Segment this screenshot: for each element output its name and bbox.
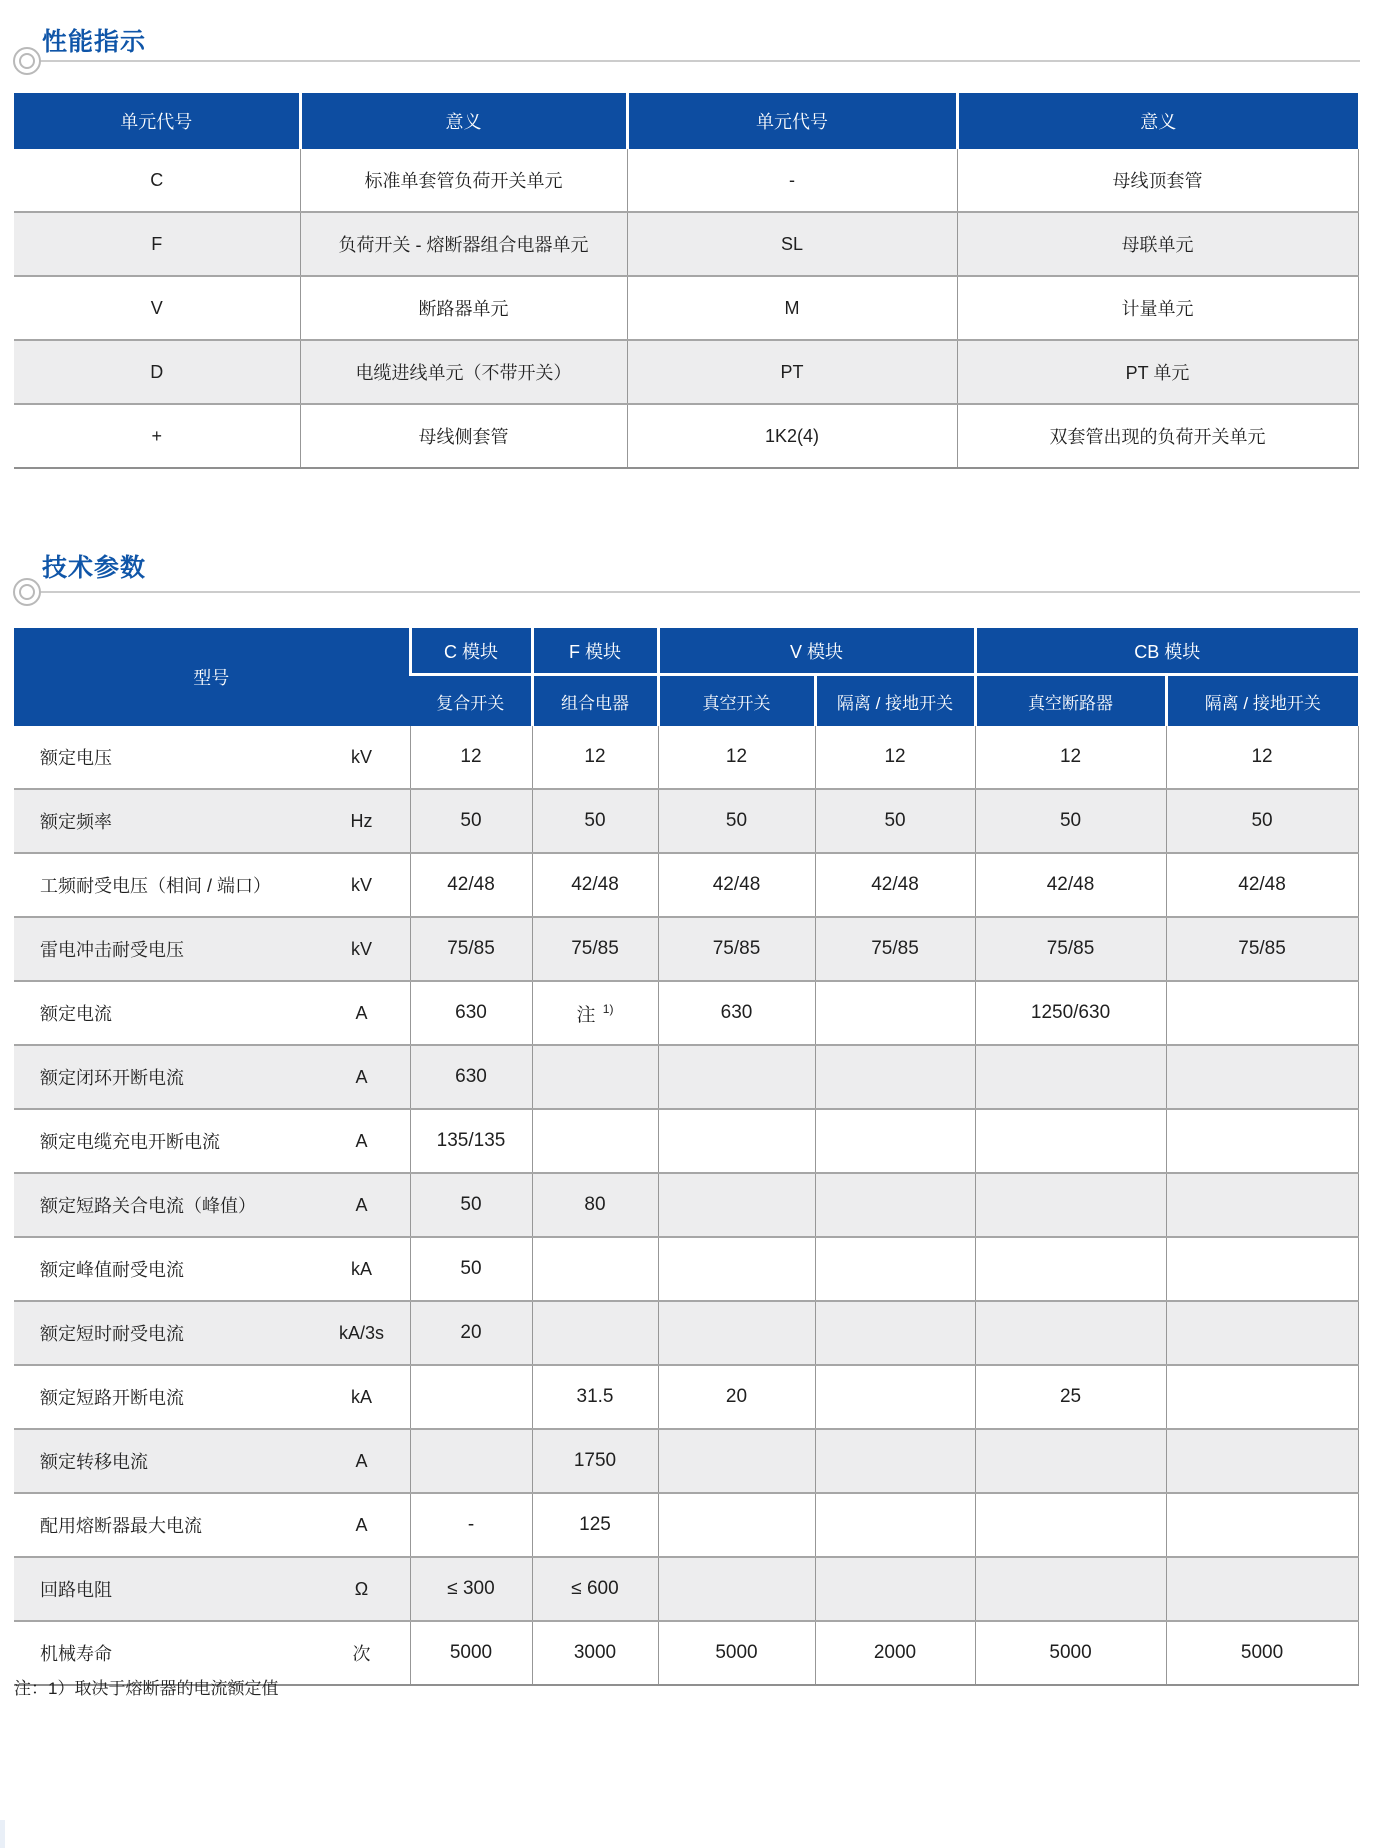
value-cell: 12 [532,726,658,789]
parameters-table-head [14,628,1358,726]
value-cell: 注 $^{1)}$ [532,981,658,1045]
value-cell: 20 [410,1301,532,1365]
value-cell [658,1557,815,1621]
value-cell [975,1173,1166,1237]
value-cell: 630 [410,981,532,1045]
ring-icon [13,47,41,75]
parameter-unit: kA [350,1386,372,1407]
value-cell: 31.5 [532,1365,658,1429]
parameters-section-title: 技术参数 [42,554,147,582]
table-row [14,212,1358,276]
parameter-cell [14,1557,410,1621]
model-header: 型号 [14,628,410,726]
section-rule [30,591,1360,593]
parameter-row [14,981,1358,1045]
value-cell: 5000 [1166,1621,1358,1685]
parameter-name: 配用熔断器最大电流 [40,1516,202,1536]
value-cell: 75/85 [815,917,975,981]
meaning-cell: 标准单套管负荷开关单元 [300,149,627,212]
value-cell: 5000 [975,1621,1166,1685]
parameter-wrap [14,1128,410,1154]
value-cell [975,1493,1166,1557]
table-row [14,149,1358,212]
value-cell [658,1237,815,1301]
value-cell: 630 [658,981,815,1045]
parameter-name: 额定短时耐受电流 [40,1324,184,1344]
parameter-name: 机械寿命 [40,1644,112,1664]
technical-parameters-table [14,628,1359,1686]
table-row [14,340,1358,404]
value-cell [815,1429,975,1493]
value-cell: 75/85 [975,917,1166,981]
submodule-header: 组合电器 [532,675,658,727]
unit-code-cell: PT [627,340,957,404]
submodule-header: 复合开关 [410,675,532,727]
column-header: 意义 [957,93,1358,149]
parameter-name: 额定峰值耐受电流 [40,1260,184,1280]
parameter-wrap [14,1448,410,1474]
parameter-unit: kV [350,746,372,767]
parameter-unit: kV [350,874,372,895]
parameter-wrap [14,936,410,962]
value-cell [658,1045,815,1109]
value-cell: 12 [410,726,532,789]
parameter-unit: Ω [354,1578,369,1599]
value-cell: 12 [815,726,975,789]
value-cell [1166,1237,1358,1301]
module-header-row [14,628,1358,675]
value-cell: 50 [658,789,815,853]
parameter-cell [14,1045,410,1109]
value-cell [532,1045,658,1109]
parameter-wrap [14,1384,410,1410]
parameter-row [14,917,1358,981]
parameter-row [14,1237,1358,1301]
parameter-cell [14,1173,410,1237]
value-cell: 42/48 [815,853,975,917]
value-cell [815,1109,975,1173]
value-cell [815,1045,975,1109]
parameter-unit: A [355,1002,368,1023]
parameter-row [14,726,1358,789]
module-group-header: CB 模块 [975,628,1358,675]
module-group-header: F 模块 [532,628,658,675]
value-cell [975,1045,1166,1109]
parameter-cell [14,726,410,789]
value-cell [1166,1557,1358,1621]
unit-code-cell: - [627,149,957,212]
value-cell [815,981,975,1045]
value-cell: 12 [1166,726,1358,789]
value-cell [658,1301,815,1365]
value-cell [1166,1109,1358,1173]
parameter-wrap [14,1000,410,1026]
value-cell [815,1557,975,1621]
ring-icon [13,578,41,606]
value-cell [975,1429,1166,1493]
meaning-cell: 断路器单元 [300,276,627,340]
value-cell: 12 [975,726,1166,789]
parameter-unit: A [355,1450,368,1471]
parameter-name: 额定转移电流 [40,1452,148,1472]
value-cell: 12 [658,726,815,789]
value-cell [658,1109,815,1173]
value-cell: 1750 [532,1429,658,1493]
parameter-unit: A [355,1066,368,1087]
value-cell [1166,1429,1358,1493]
value-cell [532,1109,658,1173]
performance-section-title: 性能指示 [42,28,147,56]
parameter-unit: A [355,1130,368,1151]
parameter-row [14,1429,1358,1493]
parameter-wrap [14,808,410,834]
meaning-cell: 母线顶套管 [957,149,1358,212]
parameter-cell [14,1301,410,1365]
value-cell: 25 [975,1365,1166,1429]
value-cell [975,1557,1166,1621]
value-cell: 135/135 [410,1109,532,1173]
parameter-row [14,1109,1358,1173]
value-cell [815,1173,975,1237]
value-cell: ≤ 600 [532,1557,658,1621]
value-cell: 5000 [410,1621,532,1685]
parameter-row [14,1493,1358,1557]
module-group-header: C 模块 [410,628,532,675]
parameter-unit: kV [350,938,372,959]
value-cell [815,1301,975,1365]
parameter-unit: A [355,1514,368,1535]
parameter-row [14,853,1358,917]
value-cell: 50 [975,789,1166,853]
value-cell: 3000 [532,1621,658,1685]
parameter-unit: Hz [350,810,373,831]
value-cell: - [410,1493,532,1557]
value-cell [1166,1301,1358,1365]
parameter-cell [14,981,410,1045]
value-cell: 20 [658,1365,815,1429]
meaning-cell: 母联单元 [957,212,1358,276]
parameter-unit: kA/3s [338,1322,385,1343]
value-cell [658,1493,815,1557]
value-cell: 75/85 [410,917,532,981]
parameter-unit: A [355,1194,368,1215]
value-cell: 80 [532,1173,658,1237]
parameter-cell [14,917,410,981]
parameter-wrap [14,1512,410,1538]
submodule-header: 真空断路器 [975,675,1166,727]
value-cell: 42/48 [1166,853,1358,917]
parameter-name: 工频耐受电压（相间 / 端口） [40,876,272,896]
section-rule [30,60,1360,62]
column-header: 单元代号 [627,93,957,149]
value-cell: 50 [815,789,975,853]
value-cell [1166,981,1358,1045]
value-cell [815,1493,975,1557]
column-header: 意义 [300,93,627,149]
meaning-cell: 电缆进线单元（不带开关） [300,340,627,404]
parameter-row [14,1301,1358,1365]
header-row [14,93,1358,149]
ring-inner-icon [19,53,35,69]
parameter-name: 额定频率 [40,812,112,832]
footnote: 注：1）取决于熔断器的电流额定值 [14,1679,279,1698]
value-cell [410,1429,532,1493]
value-cell [815,1365,975,1429]
parameters-table-body [14,726,1358,1685]
parameter-wrap [14,1256,410,1282]
submodule-header: 真空开关 [658,675,815,727]
value-cell: 42/48 [658,853,815,917]
parameter-name: 额定短路开断电流 [40,1388,184,1408]
value-cell [975,1237,1166,1301]
value-cell: 630 [410,1045,532,1109]
unit-code-cell: M [627,276,957,340]
parameter-row [14,1365,1358,1429]
parameter-name: 额定电缆充电开断电流 [40,1132,220,1152]
value-cell [532,1301,658,1365]
value-cell [1166,1045,1358,1109]
unit-code-cell: D [14,340,300,404]
parameter-cell [14,789,410,853]
value-cell: 75/85 [1166,917,1358,981]
parameter-wrap [14,744,410,770]
value-cell [1166,1173,1358,1237]
meaning-cell: 负荷开关 - 熔断器组合电器单元 [300,212,627,276]
parameter-wrap [14,1640,410,1666]
value-cell [815,1237,975,1301]
unit-code-cell: C [14,149,300,212]
value-cell: 1250/630 [975,981,1166,1045]
unit-code-table [14,93,1359,469]
meaning-cell: 计量单元 [957,276,1358,340]
parameter-name: 额定闭环开断电流 [40,1068,184,1088]
unit-code-table-body [14,149,1358,468]
module-group-header: V 模块 [658,628,975,675]
value-cell: 75/85 [532,917,658,981]
value-cell: 125 [532,1493,658,1557]
unit-code-cell: SL [627,212,957,276]
unit-code-cell: F [14,212,300,276]
unit-code-cell: 1K2(4) [627,404,957,468]
ring-inner-icon [19,584,35,600]
parameter-wrap [14,1192,410,1218]
value-cell: 5000 [658,1621,815,1685]
value-cell: 75/85 [658,917,815,981]
value-cell: 42/48 [410,853,532,917]
value-cell: 42/48 [532,853,658,917]
parameter-cell [14,1109,410,1173]
parameter-row [14,1045,1358,1109]
meaning-cell: PT 单元 [957,340,1358,404]
value-cell: 42/48 [975,853,1166,917]
parameter-cell [14,1365,410,1429]
parameter-row [14,1557,1358,1621]
meaning-cell: 双套管出现的负荷开关单元 [957,404,1358,468]
unit-code-table-head [14,93,1358,149]
value-cell: 50 [532,789,658,853]
table-row [14,276,1358,340]
value-cell [658,1173,815,1237]
value-cell [658,1429,815,1493]
value-cell: 50 [410,1173,532,1237]
value-cell: 50 [410,789,532,853]
value-cell [975,1301,1166,1365]
parameter-name: 雷电冲击耐受电压 [40,940,184,960]
value-cell: ≤ 300 [410,1557,532,1621]
value-cell [975,1109,1166,1173]
value-cell [1166,1493,1358,1557]
parameter-name: 额定电压 [40,748,112,768]
table-row [14,404,1358,468]
unit-code-cell: V [14,276,300,340]
value-cell: 50 [410,1237,532,1301]
parameter-unit: 次 [352,1644,371,1664]
value-cell: 2000 [815,1621,975,1685]
parameter-row [14,789,1358,853]
parameter-wrap [14,872,410,898]
parameter-wrap [14,1064,410,1090]
footnote-ref: 1) [602,1002,614,1017]
parameter-unit: kA [350,1258,372,1279]
page-edge-mark [0,1820,5,1848]
unit-code-cell: + [14,404,300,468]
column-header: 单元代号 [14,93,300,149]
parameter-name: 回路电阻 [40,1580,112,1600]
parameter-cell [14,853,410,917]
meaning-cell: 母线侧套管 [300,404,627,468]
value-cell: 50 [1166,789,1358,853]
parameter-cell [14,1429,410,1493]
value-cell [1166,1365,1358,1429]
value-cell [410,1365,532,1429]
parameter-name: 额定电流 [40,1004,112,1024]
value-cell [532,1237,658,1301]
parameter-cell [14,1493,410,1557]
parameter-wrap [14,1576,410,1602]
parameter-cell [14,1237,410,1301]
parameter-wrap [14,1320,410,1346]
submodule-header: 隔离 / 接地开关 [815,675,975,727]
parameter-row [14,1173,1358,1237]
parameter-name: 额定短路关合电流（峰值） [40,1196,256,1216]
submodule-header: 隔离 / 接地开关 [1166,675,1358,727]
